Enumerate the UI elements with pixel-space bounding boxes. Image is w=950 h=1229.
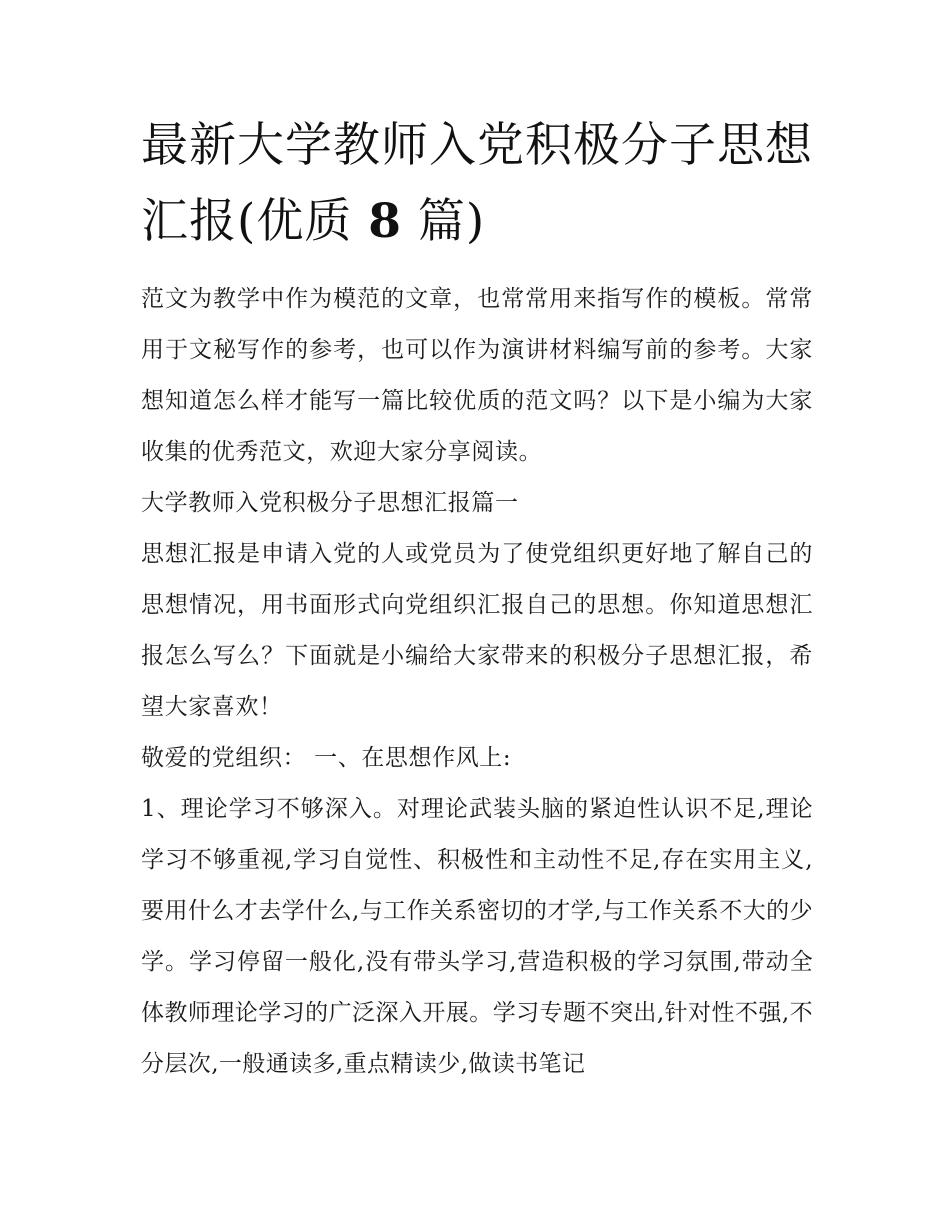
list-item-1: 1、理论学习不够深入。对理论武装头脑的紧迫性认识不足,理论学习不够重视,学习自觉性、积极性和主动性不足,存在实用主义,要用什么才去学什么,与工作关系密切的才学,与工作关系不大的少学。学习停留一般化,没有带头学习,营造积极的学习氛围,带动全体教师理论学习的广泛深入开展。学习专题不突出,针对性不强,不分层次,一般通读多,重点精读少,做读书笔记: [141, 796, 813, 1077]
title-suffix: 篇): [401, 194, 486, 249]
document-title: [141, 108, 813, 260]
section-intro-paragraph: 思想汇报是申请入党的人或党员为了使党组织更好地了解自己的思想情况，用书面形式向党组织汇报自己的思想。你知道思想汇报怎么写么？下面就是小编给大家带来的积极分子思想汇报，希望大家喜欢！: [141, 541, 813, 720]
intro-paragraph: 范文为教学中作为模范的文章，也常常用来指写作的模板。常常用于文秘写作的参考，也可以作为演讲材料编写前的参考。大家想知道怎么样才能写一篇比较优质的范文吗？以下是小编为大家收集的优秀范文，欢迎大家分享阅读。: [141, 286, 813, 465]
title-number: 8: [368, 194, 402, 249]
title-text: 最新大学教师入党积极分子思想汇报(优质: [141, 118, 813, 249]
section-heading: 大学教师入党积极分子思想汇报篇一: [141, 490, 519, 516]
salutation-line: 敬爱的党组织： 一、在思想作风上:: [141, 745, 512, 771]
document-body: [141, 108, 813, 1090]
